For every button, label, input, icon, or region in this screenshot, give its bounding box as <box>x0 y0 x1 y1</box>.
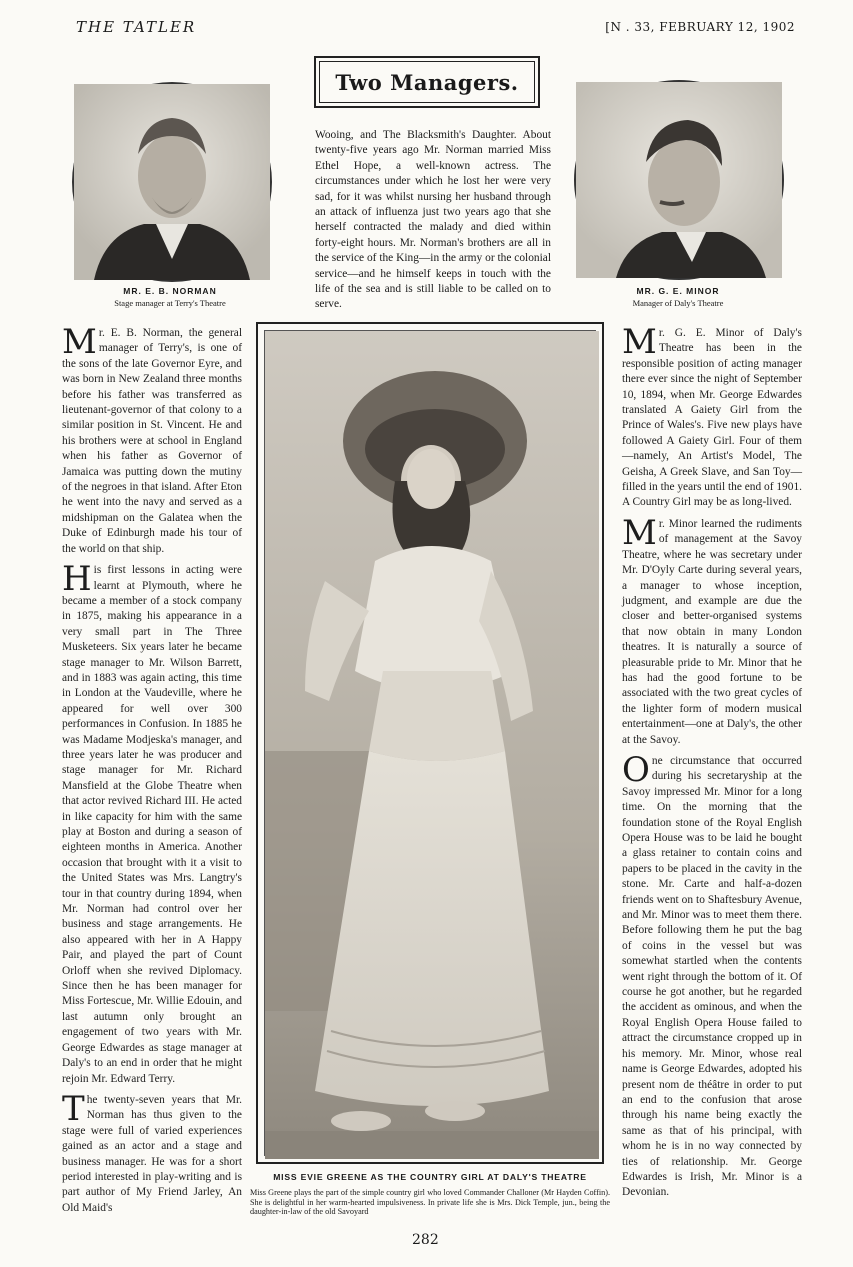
article-title-box <box>314 56 540 108</box>
left-paragraph-1 <box>62 322 242 557</box>
portrait-minor-role: Manager of Daly's Theatre <box>632 298 724 308</box>
portrait-minor-image <box>576 82 782 278</box>
paragraph-text: ne circumstance that occurred during his secretaryship at the Savoy impressed Mr. Minor for a long time. On the morning that the foundation stone of the Royal English Opera House was to be laid he bought a glass retainer to contain coins and papers to be placed in the cavity in the stone. Mr. Carte and half-a-dozen friends went on to Shaftesbury Avenue, and Mr. Minor was to meet them there. Before following them he put the bag of coins in the vessel but was somewhat startled when the contents went right through the bottom of it. Of course he got another, but he regarded the accident as ominous, and when the Royal English Opera House failed to attract the circumstance cropped up in his memory. Mr. Minor, whose real name is George Edwardes, adopted his present nom de théâtre in order to put an end to the confusion that arose through his name being exactly the same as that of his principal, with whom he is in no way connected by ties of relationship. Mr. George Edwardes is Irish, Mr. Minor is a Devonian. <box>622 754 802 1199</box>
paragraph-text: r. Minor learned the rudiments of management at the Savoy Theatre, where he was secretary under Mr. D'Oyly Carte during several years, a manager to whose inception, judgment, and example are due the closer and better-organised systems that now obtain in many London theatres. It is naturally a source of pleasurable pride to Mr. Minor that he has had the good fortune to be associated with the two great cycles of the lighter form of modern musical entertainment—one at Daly's, the other at the Savoy. <box>622 517 802 746</box>
paragraph-text: r. G. E. Minor of Daly's Theatre has been in the responsible position of acting manager there ever since the night of September 10, 1894, when Mr. George Edwardes translated A Gaiety Girl from the Prince of Wales's. Five new plays have followed A Gaiety Girl. Four of them—namely, An Artist's Model, The Geisha, A Greek Slave, and San Toy—filled in the years until the end of 1901. A Country Girl may be as long-lived. <box>622 327 802 509</box>
photo-evie-greene <box>264 330 596 1156</box>
left-paragraph-3 <box>62 1088 242 1216</box>
issue-date: [N . 33, FEBRUARY 12, 1902 <box>605 20 795 34</box>
portrait-norman-role: Stage manager at Terry's Theatre <box>114 298 226 308</box>
right-column <box>622 322 802 1216</box>
dropcap: T <box>62 1088 85 1129</box>
portrait-minor <box>574 80 784 280</box>
article-title: Two Managers. <box>319 61 535 103</box>
dropcap: M <box>622 512 657 553</box>
right-paragraph-3 <box>622 749 802 1201</box>
paragraph-text: r. E. B. Norman, the general manager of Terry's, is one of the sons of the late Governor Eyre, and was born in New Zealand three months before his father was transferred as lieutenant-governor of that colony to a similar position in St. Vincent. He and his brothers were at school in England when his father as Governor of Jamaica was putting down the mutiny of the negroes in that island. After Eton he went into the navy and served as a midshipman on the Galatea when the Duke of Edinburgh made his tour of the world on that ship. <box>62 327 242 555</box>
portrait-norman <box>72 82 272 282</box>
portrait-minor-name: MR. G. E. MINOR <box>636 286 720 296</box>
page-number: 282 <box>412 1232 439 1248</box>
portrait-norman-name: MR. E. B. NORMAN <box>123 286 217 296</box>
dropcap: M <box>62 322 97 362</box>
right-paragraph-1 <box>622 322 802 511</box>
dropcap: O <box>622 749 650 790</box>
paragraph-text: is first lessons in acting were learnt at Plymouth, where he became a member of a stock company in 1875, making his appearance in a very small part in The Three Musketeers. Six years later he became stage manager to Mr. Wilson Barrett, and in 1883 was again acting, this time in London at the Vaudeville, where he appeared for well over 300 performances in Confusion. In 1885 he was Madame Modjeska's manager, and three years later he was producer and stage manager for Mr. Richard Mansfield at the Globe Theatre when that actor revived Richard III. He acted in like capacity for him with the same play at Boston and during a season of eighteen months in America. Another occasion that brought with it a visit to the United States was Mrs. Langtry's tour in that country during 1894, when Mr. Norman had control over her business and stage arrangements. He also appeared with her in A Happy Pair, and played the part of Count Orloff when she revived Diplomacy. Since then he has been manager for Miss Fortescue, Mr. Willie Edouin, and last autumn only brought an engagement of two years with Mr. George Edwardes as stage manager at Daly's to an end in order that he might rejoin Mr. Edward Terry. <box>62 564 242 1085</box>
dropcap: H <box>62 559 92 600</box>
left-column <box>62 322 242 1214</box>
photo-subcaption: Miss Greene plays the part of the simple country girl who loved Commander Challoner (Mr Hayden Coffin). She is delightful in her warm-hearted impulsiveness. In private life she is Mrs. Dick Temple, jun., being the daughter-in-law of the old Savoyard <box>250 1188 610 1217</box>
photo-frame <box>256 322 604 1164</box>
right-paragraph-2 <box>622 512 802 748</box>
publication-name: THE TATLER <box>76 18 197 36</box>
portrait-norman-image <box>74 84 270 280</box>
left-paragraph-2 <box>62 559 242 1087</box>
photo-caption: MISS EVIE GREENE AS THE COUNTRY GIRL AT DALY'S THEATRE <box>273 1172 587 1182</box>
paragraph-text: he twenty-seven years that Mr. Norman has thus given to the stage were full of varied experiences gained as an actor and a stage and business manager. He was for a short period interested in play-writing and is part author of My Friend Jarley, An Old Maid's <box>62 1093 242 1214</box>
dropcap: M <box>622 322 657 362</box>
photo-evie-greene-image <box>265 331 599 1159</box>
center-top-text: Wooing, and The Blacksmith's Daughter. About twenty-five years ago Mr. Norman married Miss Ethel Hope, a well-known actress. The circumstances under which he lost her were very sad, for it was whilst nursing her husband through an attack of influenza just two years ago that she herself contracted the malady and died within forty-eight hours. Mr. Norman's brothers are all in the service of the King—in the army or the colonial service—and he himself keeps in touch with the life of the sea and is still liable to be called on to serve. <box>315 129 551 311</box>
